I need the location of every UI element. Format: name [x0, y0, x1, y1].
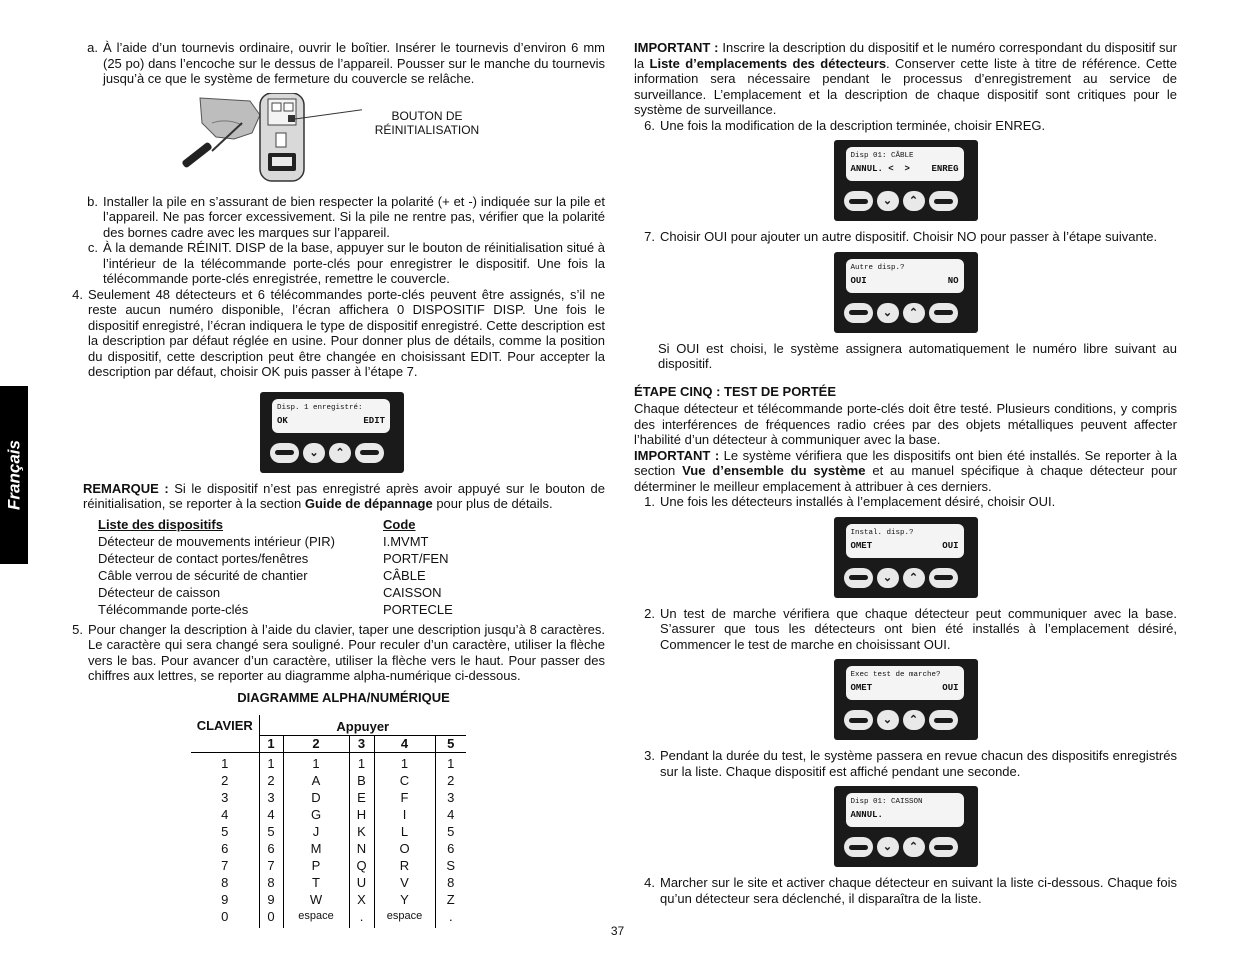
left-softkey-button[interactable] — [844, 303, 873, 323]
up-arrow-button[interactable]: ⌃ — [903, 837, 925, 857]
left-softkey-button[interactable] — [844, 191, 873, 211]
step-7-marker: 7. — [644, 229, 655, 244]
range-step-4 — [634, 875, 1177, 906]
step-c-text: À la demande RÉINIT. DISP de la base, appuyer sur le bouton de réinitialisation situé à l’intérieur de la télécommande porte-clés pour enregistrer le dispositif. Une fois la télécommande porte-clés enregistrée, remettre le couvercle. — [103, 240, 605, 286]
left-softkey-button[interactable] — [844, 837, 873, 857]
step-4-text: Seulement 48 détecteurs et 6 télécommandes porte-clés peuvent être assignés, s’il ne reste aucun numéro disponible, l’écran affichera 0 DISPOSITIF DISP. Une fois le dispositif enregistré, l’écran indiquera le type de dispositif enregistré. Cette description est la description par défaut réglée en usine. Pour donner plus de détails, comme la position du dispositif, cette description peut être changée en choisissant EDIT. Pour accepter la description par défaut, choisir OK puis passer à l’étape 7. — [88, 286, 605, 379]
reset-button-caption — [367, 109, 487, 137]
device-list-header-name: Liste des dispositifs — [98, 516, 223, 532]
device-code: CAISSON — [383, 584, 442, 600]
device-code: PORT/FEN — [383, 550, 449, 566]
up-arrow-button[interactable]: ⌃ — [903, 303, 925, 323]
remarque-text-2: pour plus de détails. — [432, 496, 553, 511]
alpha-table-row — [191, 806, 466, 823]
press-value-cell: D — [283, 789, 349, 806]
important-text-2: et au manuel spécifique à chaque détecteur pour déterminer le meilleur emplacement à attribuer à ces derniers. — [634, 463, 1177, 494]
lcd-left-option: ANNUL. < > — [850, 164, 910, 174]
important-text-1: Inscrire la description du dispositif et le numéro correspondant du dispositif sur la — [634, 40, 1178, 71]
press-value-cell: 8 — [435, 874, 466, 891]
section-heading: ÉTAPE CINQ : TEST DE PORTÉE — [634, 383, 837, 399]
alpha-table-row — [191, 891, 466, 908]
lcd-right-option: EDIT — [363, 415, 385, 426]
lcd-right-option: ENREG — [931, 164, 959, 174]
press-value-cell: 3 — [259, 789, 283, 806]
keypad-key-cell: 0 — [221, 908, 229, 924]
down-arrow-button[interactable]: ⌄ — [877, 710, 899, 730]
press-value-cell: U — [349, 874, 374, 891]
press-value-cell: 1 — [435, 752, 466, 772]
up-arrow-button[interactable]: ⌃ — [903, 568, 925, 588]
press-value-cell: M — [283, 840, 349, 857]
important-text-2: . Conserver cette liste à titre de référence. Cette information sera nécessaire pendant le processus d’enregistrement au service de surveillance. L’emplacement et la description de chaque dispositif sont critiques pour le système de surveillance. — [634, 55, 1177, 117]
device-list-header-code: Code — [383, 516, 416, 532]
press-value-cell: 1 — [283, 752, 349, 772]
press-col-header: 4 — [374, 735, 435, 752]
press-value-cell: A — [283, 772, 349, 789]
right-softkey-button[interactable] — [929, 568, 958, 588]
lcd-left-option: OMET — [850, 683, 873, 693]
keypad-key-cell: 5 — [221, 823, 229, 839]
alpha-table-row — [191, 874, 466, 891]
press-value-cell: Z — [435, 891, 466, 908]
keypad-key-cell: 6 — [221, 840, 229, 856]
device-code: CÂBLE — [383, 567, 426, 583]
up-arrow-button[interactable]: ⌃ — [903, 191, 925, 211]
lcd-screen — [846, 524, 964, 558]
screwdriver-device-drawing — [172, 93, 362, 183]
important-note-2 — [634, 448, 1177, 495]
keypad-key-cell: 1 — [221, 755, 229, 771]
press-value-cell: 1 — [349, 752, 374, 772]
press-value-cell: C — [374, 772, 435, 789]
press-value-cell: I — [374, 806, 435, 823]
important-label: IMPORTANT : — [634, 447, 720, 463]
press-col-header: 3 — [349, 735, 374, 752]
device-list-row — [98, 567, 605, 584]
table-header-press: Appuyer — [259, 715, 466, 735]
step-7-note: Si OUI est choisi, le système assignera automatiquement le numéro libre suivant au dispositif. — [658, 340, 1177, 371]
step-6-marker: 6. — [644, 117, 655, 133]
range-step-2 — [634, 606, 1177, 653]
step-a-text: À l’aide d’un tournevis ordinaire, ouvrir le boîtier. Insérer le tournevis d’environ 6 mm (25 po) dans l’encoche sur le dessus de l’appareil. Pousser sur le manche du tournevis jusqu’à ce que le système de fermeture du couvercle se relâche. — [103, 40, 605, 86]
lcd-keypad-device-display — [834, 786, 978, 867]
lcd-keypad-save — [834, 140, 978, 221]
range-paragraph: Chaque détecteur et télécommande porte-clés doit être testé. Plusieurs conditions, y compris des interférences de fréquences radio crées par des objets métalliques peuvent affecter l’habilité d’un détecteur à communiquer avec la base. — [634, 401, 1177, 447]
lcd-left-option: OK — [277, 415, 288, 426]
press-value-cell: espace — [283, 908, 349, 928]
press-value-cell: J — [283, 823, 349, 840]
keypad-key-cell: 3 — [221, 789, 229, 805]
range-step-2-text: Un test de marche vérifiera que chaque détecteur peut communiquer avec la base. S’assurer que tous les détecteurs ont bien été installés à l’emplacement désiré, Commencer le test de marche en choisissant OUI. — [660, 605, 1177, 652]
lcd-screen — [846, 259, 964, 293]
press-value-cell: 6 — [435, 840, 466, 857]
device-name: Télécommande porte-clés — [98, 601, 249, 617]
important-bold: Vue d’ensemble du système — [682, 463, 866, 478]
press-value-cell: 0 — [259, 908, 283, 928]
step-5 — [62, 622, 605, 684]
lcd-keypad-another — [834, 252, 978, 333]
press-value-cell: K — [349, 823, 374, 840]
table-header-keypad: CLAVIER — [191, 715, 259, 752]
left-softkey-button[interactable] — [844, 710, 873, 730]
step-c-marker: c. — [87, 240, 98, 255]
right-softkey-button[interactable] — [929, 191, 958, 211]
lcd-screen — [846, 666, 964, 700]
press-value-cell: 9 — [259, 891, 283, 908]
remote-device-illustration — [62, 93, 605, 188]
step-a — [62, 40, 605, 87]
device-name: Détecteur de mouvements intérieur (PIR) — [98, 533, 335, 549]
press-value-cell: 5 — [259, 823, 283, 840]
press-value-cell: 5 — [435, 823, 466, 840]
side-tab-label: Français — [4, 440, 24, 510]
page-number: 37 — [610, 924, 625, 938]
lcd-keypad-registered — [260, 392, 404, 473]
down-arrow-button[interactable]: ⌄ — [877, 191, 899, 211]
range-step-4-text: Marcher sur le site et activer chaque détecteur en suivant la liste ci-dessous. Chaque fois qu’un détecteur sera déclenché, il disparaîtra de la liste. — [660, 875, 1177, 906]
alpha-table-body — [191, 752, 466, 928]
step-b — [62, 194, 605, 241]
step-b-marker: b. — [87, 193, 98, 209]
remarque-note — [62, 481, 605, 512]
range-step-3-marker: 3. — [644, 748, 655, 763]
step-c — [62, 240, 605, 287]
lcd-left-option: ANNUL. — [850, 810, 883, 820]
step-b-text: Installer la pile en s’assurant de bien respecter la polarité (+ et -) indiquée sur la pile et l’appareil. Ne pas forcer excessivement. Si la pile ne rentre pas, vérifier que la polarité des bornes cadre avec les marques sur l’appareil. — [103, 193, 605, 240]
press-value-cell: espace — [374, 908, 435, 928]
device-name: Détecteur de caisson — [98, 584, 221, 600]
lcd-right-option: NO — [947, 275, 959, 286]
alpha-table-row — [191, 752, 466, 772]
step-7 — [634, 229, 1177, 245]
lcd-line1: Disp. 1 enregistré: — [277, 403, 363, 412]
device-name: Câble verrou de sécurité de chantier — [98, 567, 308, 583]
reset-button-caption-text: BOUTON DE RÉINITIALISATION — [374, 108, 480, 137]
press-value-cell: R — [374, 857, 435, 874]
left-softkey-button[interactable] — [270, 443, 299, 463]
right-column — [634, 40, 1177, 906]
right-softkey-button[interactable] — [355, 443, 384, 463]
lcd-screen — [846, 793, 964, 827]
press-value-cell: 3 — [435, 789, 466, 806]
press-col-header: 2 — [283, 735, 349, 752]
lcd-right-option: OUI — [942, 683, 959, 693]
down-arrow-button[interactable]: ⌄ — [877, 568, 899, 588]
step-4 — [62, 287, 605, 380]
step-5-marker: 5. — [72, 621, 83, 637]
alpha-table-row — [191, 857, 466, 874]
lcd-left-option: OUI — [850, 275, 867, 286]
important-label: IMPORTANT : — [634, 40, 719, 55]
range-step-1-text: Une fois les détecteurs installés à l’emplacement désiré, choisir OUI. — [660, 494, 1056, 509]
right-softkey-button[interactable] — [929, 710, 958, 730]
down-arrow-button[interactable]: ⌄ — [877, 303, 899, 323]
press-value-cell: F — [374, 789, 435, 806]
press-value-cell: T — [283, 874, 349, 891]
alpha-diagram-title: DIAGRAMME ALPHA/NUMÉRIQUE — [237, 689, 450, 705]
step-5-text: Pour changer la description à l’aide du clavier, taper une description jusqu’à 8 caractères. Le caractère qui sera changé sera souligné. Pour reculer d’un caractère, utiliser la flèche vers le bas. Pour avancer d’un caractère, utiliser la flèche vers le haut. Pour passer des chiffres aux lettres, se reporter au diagramme alpha-numérique ci-dessous. — [88, 621, 605, 683]
press-value-cell: V — [374, 874, 435, 891]
press-value-cell: G — [283, 806, 349, 823]
press-value-cell: H — [349, 806, 374, 823]
press-value-cell: 2 — [259, 772, 283, 789]
device-list-row — [98, 584, 605, 601]
range-step-4-marker: 4. — [644, 875, 655, 890]
press-value-cell: 8 — [259, 874, 283, 891]
press-value-cell: O — [374, 840, 435, 857]
press-col-header: 1 — [259, 735, 283, 752]
range-step-2-marker: 2. — [644, 605, 655, 621]
important-text-1: Le système vérifiera que les dispositifs ont bien été installés. Se reporter à la section — [634, 447, 1177, 478]
lcd-right-option: OUI — [942, 540, 959, 551]
keypad-key-cell: 4 — [221, 806, 229, 822]
range-step-3 — [634, 748, 1177, 779]
remarque-text-1: Si le dispositif n’est pas enregistré après avoir appuyé sur le bouton de réinitialisation, se reporter à la section — [83, 480, 606, 511]
lcd-line1: Instal. disp.? — [850, 528, 914, 537]
press-value-cell: P — [283, 857, 349, 874]
up-arrow-button[interactable]: ⌃ — [329, 443, 351, 463]
lcd-line1: Autre disp.? — [850, 263, 905, 272]
remarque-bold: Guide de dépannage — [304, 496, 433, 511]
keypad-key-cell: 8 — [221, 874, 229, 890]
device-list-row — [98, 550, 605, 567]
lcd-keypad-walk-test — [834, 659, 978, 740]
lcd-screen — [272, 399, 390, 433]
press-value-cell: Y — [374, 891, 435, 908]
device-list-row — [98, 533, 605, 550]
remarque-label: REMARQUE : — [83, 480, 169, 496]
left-softkey-button[interactable] — [844, 568, 873, 588]
press-col-header: 5 — [435, 735, 466, 752]
alpha-numeric-table — [191, 715, 466, 928]
device-code: I.MVMT — [383, 533, 429, 549]
step-6 — [634, 118, 1177, 134]
press-value-cell: B — [349, 772, 374, 789]
step-4-marker: 4. — [72, 286, 83, 302]
important-note-1 — [634, 40, 1177, 118]
lcd-line1: Disp 01: CAISSON — [850, 798, 923, 806]
lcd-screen — [846, 147, 964, 181]
alpha-table-row — [191, 772, 466, 789]
alpha-table-row — [191, 789, 466, 806]
press-value-cell: 7 — [259, 857, 283, 874]
press-value-cell: Q — [349, 857, 374, 874]
press-value-cell: N — [349, 840, 374, 857]
lcd-keypad-install — [834, 517, 978, 598]
down-arrow-button[interactable]: ⌄ — [877, 837, 899, 857]
right-softkey-button[interactable] — [929, 303, 958, 323]
press-value-cell: X — [349, 891, 374, 908]
keypad-key-cell: 9 — [221, 891, 229, 907]
press-value-cell: 4 — [259, 806, 283, 823]
range-step-1 — [634, 494, 1177, 510]
range-step-1-marker: 1. — [644, 494, 655, 509]
device-list — [98, 516, 605, 618]
press-value-cell: 1 — [374, 752, 435, 772]
step-6-text: Une fois la modification de la description terminée, choisir ENREG. — [660, 117, 1046, 133]
alpha-table-row — [191, 823, 466, 840]
step-a-marker: a. — [87, 40, 98, 55]
language-side-tab — [0, 386, 28, 564]
press-value-cell: 4 — [435, 806, 466, 823]
keypad-key-cell: 2 — [221, 772, 229, 788]
press-value-cell: S — [435, 857, 466, 874]
device-list-row — [98, 601, 605, 618]
range-step-3-text: Pendant la durée du test, le système passera en revue chacun des dispositifs enregistrés sur la liste. Chaque dispositif est affiché pendant une seconde. — [660, 748, 1177, 779]
lcd-left-option: OMET — [850, 540, 873, 551]
lcd-line1: Exec test de marche? — [850, 671, 941, 679]
press-value-cell: 2 — [435, 772, 466, 789]
press-value-cell: L — [374, 823, 435, 840]
keypad-key-cell: 7 — [221, 857, 229, 873]
device-name: Détecteur de contact portes/fenêtres — [98, 550, 309, 566]
press-value-cell: 1 — [259, 752, 283, 772]
press-value-cell: 6 — [259, 840, 283, 857]
down-arrow-button[interactable]: ⌄ — [303, 443, 325, 463]
step-7-text: Choisir OUI pour ajouter un autre dispositif. Choisir NO pour passer à l’étape suivante. — [660, 229, 1158, 244]
left-column — [62, 40, 605, 928]
up-arrow-button[interactable]: ⌃ — [903, 710, 925, 730]
alpha-table-row — [191, 840, 466, 857]
right-softkey-button[interactable] — [929, 837, 958, 857]
press-value-cell: . — [349, 908, 374, 928]
press-value-cell: . — [435, 908, 466, 928]
press-value-cell: E — [349, 789, 374, 806]
press-value-cell: W — [283, 891, 349, 908]
important-bold: Liste d’emplacements des détecteurs — [649, 55, 887, 71]
device-code: PORTECLE — [383, 601, 453, 617]
lcd-line1: Disp 01: CÂBLE — [850, 152, 914, 160]
